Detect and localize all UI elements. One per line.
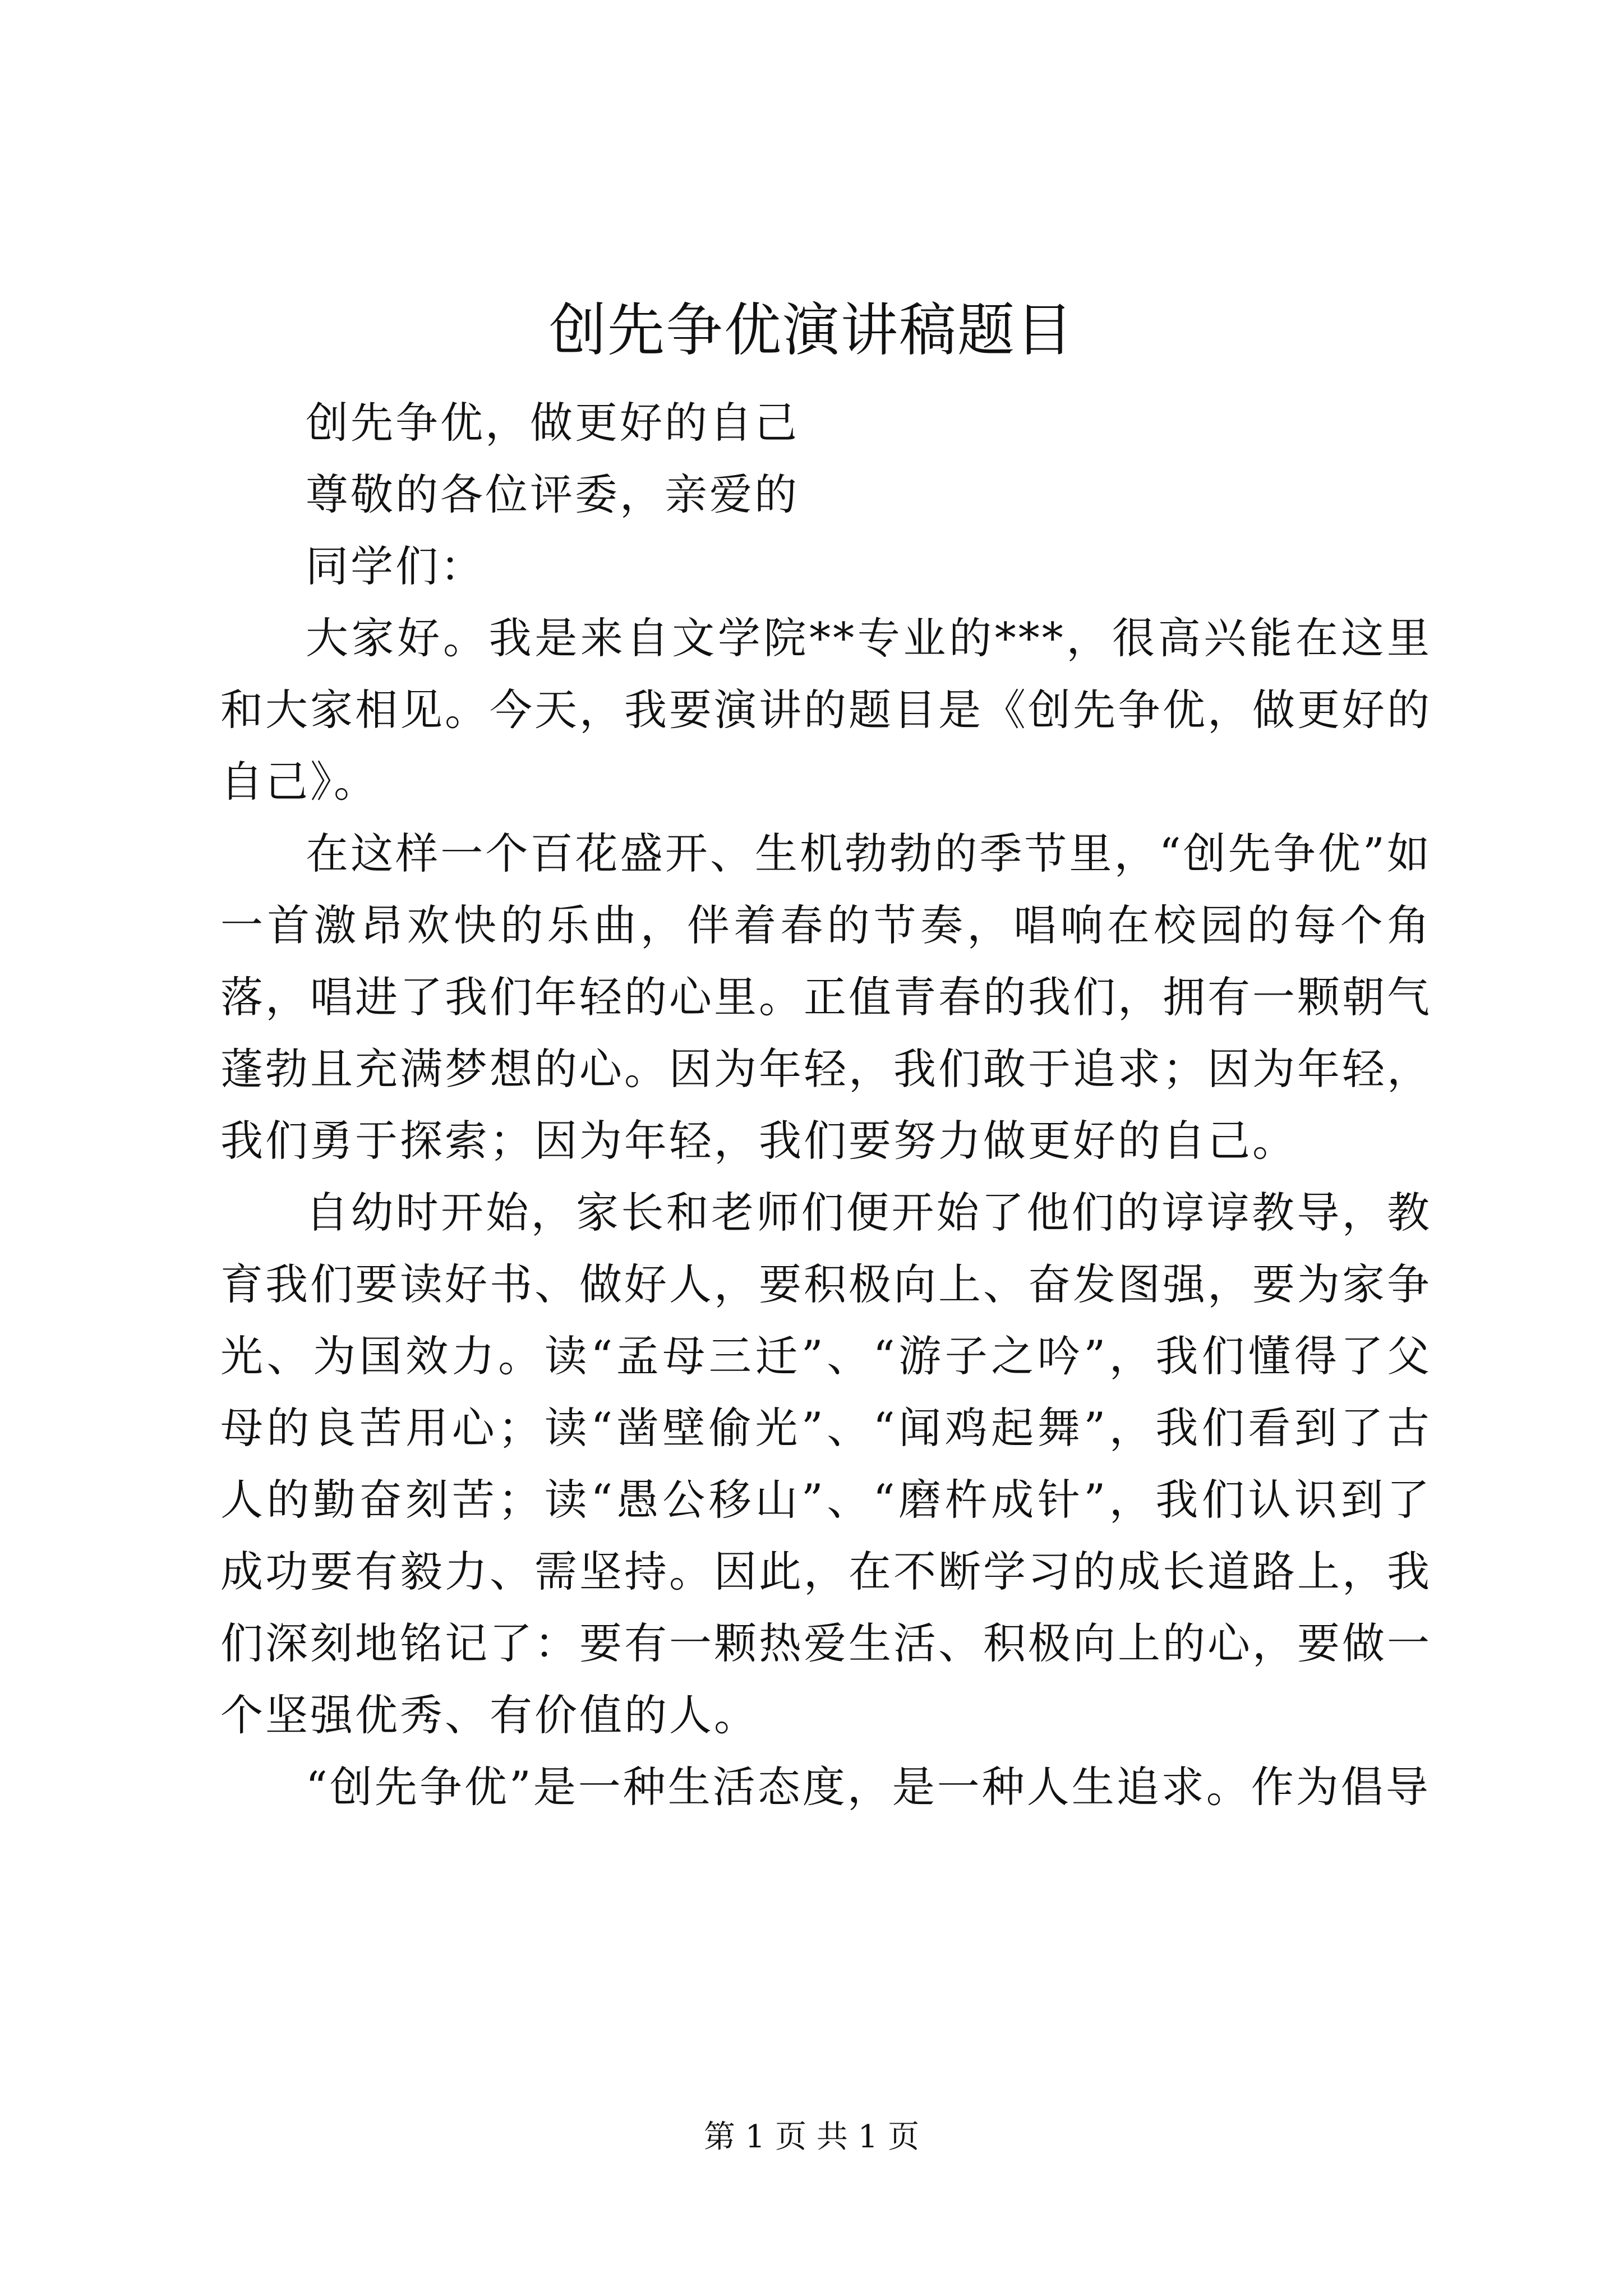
page-footer: 第 1 页 共 1 页 — [703, 2119, 920, 2155]
paragraph-season: 在这样一个百花盛开、生机勃勃的季节里，“创先争优”如一首激昂欢快的乐曲，伴着春的节奏，唱响在校园的每个角落，唱进了我们年轻的心里。正值青春的我们，拥有一颗朝气蓬勃且充满梦想的心。因为年轻，我们敢于追求；因为年轻，我们勇于探索；因为年轻，我们要努力做更好的自己。 — [220, 829, 1432, 1166]
salutation-line-1: 尊敬的各位评委，亲爱的 — [306, 470, 799, 519]
paragraph-attitude: “创先争优”是一种生活态度，是一种人生追求。作为倡导 — [306, 1762, 1431, 1812]
document-body — [220, 387, 1432, 1823]
paragraph-childhood: 自幼时开始，家长和老师们便开始了他们的谆谆教导，教育我们要读好书、做好人，要积极向上、奋发图强，要为家争光、为国效力。读“孟母三迁”、“游子之吟”，我们懂得了父母的良苦用心；读“凿壁偷光”、“闻鸡起舞”，我们看到了古人的勤奋刻苦；读“愚公移山”、“磨杵成针”，我们认识到了成功要有毅力、需坚持。因此，在不断学习的成长道路上，我们深刻地铭记了：要有一颗热爱生活、积极向上的心，要做一个坚强优秀、有价值的人。 — [220, 1188, 1432, 1740]
salutation-line-2: 同学们： — [306, 541, 485, 591]
document-title: 创先争优演讲稿题目 — [549, 297, 1074, 364]
paragraph-intro: 大家好。我是来自文学院**专业的***，很高兴能在这里和大家相见。今天，我要演讲的题目是《创先争优，做更好的自己》。 — [220, 613, 1432, 807]
speech-heading: 创先争优，做更好的自己 — [306, 398, 799, 448]
